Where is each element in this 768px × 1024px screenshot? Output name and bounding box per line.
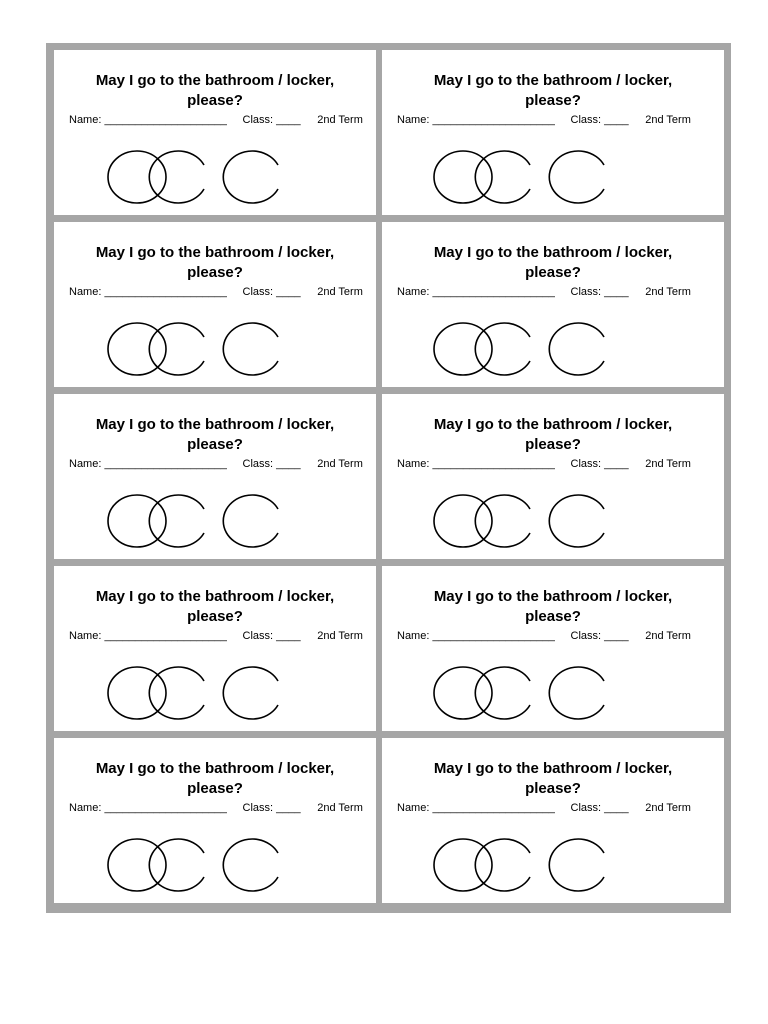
pass-title [54,587,376,627]
name-blank: ____________________ [432,286,555,298]
pass-title-line-1: May I go to the bathroom / locker, [433,760,673,777]
name-blank: ____________________ [104,286,227,298]
name-label: Name: [69,286,102,298]
broken-circle-outline-icon [149,323,204,375]
pass-title-line-2: please? [525,780,581,797]
pass-title [54,243,376,283]
pass-fields [69,285,363,299]
pass-fields [397,457,691,471]
pass-fields [69,113,363,127]
term-label: 2nd Term [317,286,363,298]
class-label: Class: [242,286,274,298]
term-label: 2nd Term [645,630,691,642]
pass-title-line-1: May I go to the bathroom / locker, [433,244,673,261]
pass-title-line-2: please? [187,92,243,109]
pass-fields [69,457,363,471]
class-label: Class: [242,458,274,470]
broken-circle-outline-icon [475,667,530,719]
class-label: Class: [242,114,274,126]
broken-circle-outline-icon [549,323,604,375]
class-blank: ____ [276,802,301,814]
name-label: Name: [69,630,102,642]
pass-fields [397,629,691,643]
class-label: Class: [570,630,602,642]
broken-circle-outline-icon [223,667,278,719]
term-label: 2nd Term [317,114,363,126]
pass-title [382,243,724,283]
name-label: Name: [397,802,430,814]
broken-circle-outline-icon [475,839,530,891]
broken-circle-outline-icon [149,839,204,891]
name-blank: ____________________ [104,114,227,126]
name-blank: ____________________ [432,802,555,814]
hall-pass-card [382,50,724,215]
pass-title-line-1: May I go to the bathroom / locker, [95,760,335,777]
tally-circles [104,493,324,549]
term-label: 2nd Term [645,802,691,814]
name-label: Name: [69,458,102,470]
pass-title-line-2: please? [187,608,243,625]
class-label: Class: [570,114,602,126]
pass-title-line-1: May I go to the bathroom / locker, [95,588,335,605]
broken-circle-outline-icon [475,495,530,547]
pass-fields [397,801,691,815]
class-blank: ____ [276,458,301,470]
broken-circle-outline-icon [475,323,530,375]
class-blank: ____ [276,630,301,642]
hall-pass-card [54,566,376,731]
hall-pass-card [382,222,724,387]
name-label: Name: [397,630,430,642]
pass-title-line-2: please? [187,264,243,281]
name-blank: ____________________ [432,630,555,642]
tally-circles [430,665,650,721]
term-label: 2nd Term [317,458,363,470]
name-label: Name: [69,114,102,126]
pass-title [54,71,376,111]
hall-pass-card [54,50,376,215]
name-blank: ____________________ [432,114,555,126]
class-blank: ____ [604,114,629,126]
pass-fields [397,285,691,299]
name-blank: ____________________ [104,630,227,642]
name-blank: ____________________ [104,458,227,470]
broken-circle-outline-icon [549,839,604,891]
class-label: Class: [242,630,274,642]
class-blank: ____ [276,114,301,126]
name-blank: ____________________ [432,458,555,470]
term-label: 2nd Term [645,114,691,126]
class-blank: ____ [604,802,629,814]
class-blank: ____ [604,286,629,298]
pass-title-line-1: May I go to the bathroom / locker, [95,416,335,433]
hall-pass-sheet [46,43,731,913]
broken-circle-outline-icon [149,151,204,203]
pass-title [54,415,376,455]
hall-pass-card [54,738,376,903]
tally-circles [430,493,650,549]
pass-title-line-1: May I go to the bathroom / locker, [95,72,335,89]
tally-circles [104,665,324,721]
tally-circles [430,321,650,377]
pass-fields [69,801,363,815]
tally-circles [104,149,324,205]
hall-pass-card [382,394,724,559]
pass-title [382,415,724,455]
pass-title-line-2: please? [187,436,243,453]
hall-pass-card [382,738,724,903]
broken-circle-outline-icon [223,495,278,547]
hall-pass-card [54,394,376,559]
name-label: Name: [397,286,430,298]
hall-pass-card [54,222,376,387]
broken-circle-outline-icon [549,495,604,547]
pass-title-line-2: please? [187,780,243,797]
pass-title-line-2: please? [525,608,581,625]
tally-circles [104,321,324,377]
pass-title [382,71,724,111]
pass-title-line-2: please? [525,436,581,453]
class-label: Class: [570,802,602,814]
name-blank: ____________________ [104,802,227,814]
hall-pass-card [382,566,724,731]
pass-title [54,759,376,799]
term-label: 2nd Term [317,630,363,642]
term-label: 2nd Term [317,802,363,814]
broken-circle-outline-icon [149,667,204,719]
broken-circle-outline-icon [475,151,530,203]
name-label: Name: [397,458,430,470]
term-label: 2nd Term [645,286,691,298]
term-label: 2nd Term [645,458,691,470]
name-label: Name: [69,802,102,814]
pass-title [382,587,724,627]
pass-title-line-1: May I go to the bathroom / locker, [433,72,673,89]
class-blank: ____ [604,458,629,470]
broken-circle-outline-icon [149,495,204,547]
broken-circle-outline-icon [549,151,604,203]
broken-circle-outline-icon [223,151,278,203]
broken-circle-outline-icon [549,667,604,719]
pass-title [382,759,724,799]
tally-circles [430,149,650,205]
pass-title-line-1: May I go to the bathroom / locker, [433,416,673,433]
name-label: Name: [397,114,430,126]
broken-circle-outline-icon [223,839,278,891]
pass-title-line-2: please? [525,92,581,109]
pass-title-line-2: please? [525,264,581,281]
class-label: Class: [242,802,274,814]
class-blank: ____ [604,630,629,642]
pass-fields [69,629,363,643]
pass-title-line-1: May I go to the bathroom / locker, [95,244,335,261]
tally-circles [104,837,324,893]
tally-circles [430,837,650,893]
broken-circle-outline-icon [223,323,278,375]
pass-title-line-1: May I go to the bathroom / locker, [433,588,673,605]
class-label: Class: [570,286,602,298]
class-label: Class: [570,458,602,470]
class-blank: ____ [276,286,301,298]
pass-fields [397,113,691,127]
